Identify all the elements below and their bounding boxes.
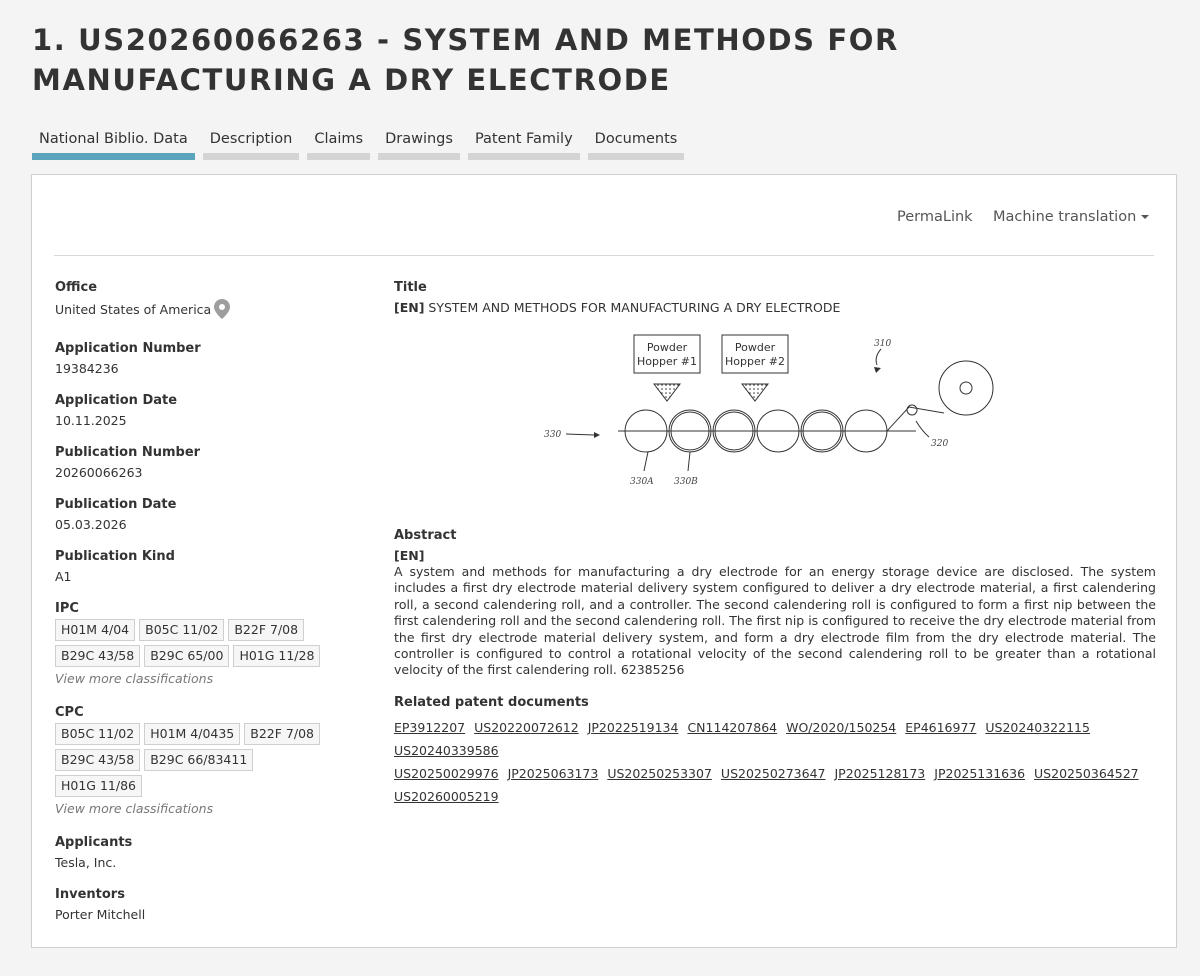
- ref-330a-label: 330A: [630, 477, 654, 487]
- tab-description[interactable]: Description: [203, 128, 300, 160]
- publication-number-label: Publication Number: [55, 445, 201, 460]
- title-label: Title: [394, 280, 427, 295]
- ref-310-label: 310: [874, 339, 892, 349]
- ref-330-arrow: [566, 434, 594, 435]
- detail-column: [394, 279, 1156, 804]
- ref-330b-label: 330B: [674, 477, 698, 487]
- application-number-value: 19384236: [55, 361, 119, 376]
- ref-330b-leader: [688, 452, 690, 471]
- guide-roller: [907, 405, 917, 415]
- tab-documents[interactable]: Documents: [588, 128, 685, 160]
- publication-date-value: 05.03.2026: [55, 517, 127, 532]
- title-text: [394, 299, 1156, 316]
- application-date-label: Application Date: [55, 393, 178, 408]
- ipc-chip[interactable]: B22F 7/08: [228, 619, 304, 641]
- publication-date-label: Publication Date: [55, 497, 177, 512]
- tab-claims[interactable]: Claims: [307, 128, 370, 160]
- machine-translation-dropdown[interactable]: [993, 209, 1149, 225]
- ipc-label: IPC: [55, 601, 79, 616]
- cpc-chip[interactable]: H01M 4/0435: [144, 723, 240, 745]
- publication-kind-label: Publication Kind: [55, 549, 175, 564]
- caret-down-icon: [1141, 215, 1149, 219]
- map-pin-icon[interactable]: [214, 299, 230, 323]
- abstract-label: Abstract: [394, 528, 457, 543]
- publication-number-value: 20260066263: [55, 465, 143, 480]
- cpc-chip[interactable]: B29C 66/83411: [144, 749, 253, 771]
- related-document-link[interactable]: JP2025063173: [507, 766, 599, 781]
- related-document-link[interactable]: JP2025128173: [834, 766, 926, 781]
- applicants-value: Tesla, Inc.: [55, 855, 117, 870]
- tab-bar: [32, 128, 692, 160]
- related-document-link[interactable]: US20240339586: [394, 743, 499, 758]
- ref-320-leader: [916, 421, 929, 437]
- machine-translation-label: Machine translation: [993, 209, 1137, 225]
- related-document-link[interactable]: JP2025131636: [934, 766, 1026, 781]
- tab-drawings[interactable]: Drawings: [378, 128, 460, 160]
- permalink-link[interactable]: PermaLink: [897, 209, 973, 225]
- related-documents-list: [394, 716, 1156, 808]
- application-date-value: 10.11.2025: [55, 413, 127, 428]
- take-up-roll-core: [960, 382, 972, 394]
- applicants-label: Applicants: [55, 835, 133, 850]
- ref-320-label: 320: [931, 439, 949, 449]
- related-document-link[interactable]: JP2022519134: [587, 720, 679, 735]
- hopper-2-funnel: [742, 384, 768, 401]
- inventors-value: Porter Mitchell: [55, 907, 146, 922]
- tab-national-biblio-data[interactable]: National Biblio. Data: [32, 128, 195, 160]
- related-document-link[interactable]: WO/2020/150254: [786, 720, 897, 735]
- cpc-chip[interactable]: B05C 11/02: [55, 723, 140, 745]
- take-up-roll: [939, 361, 993, 415]
- related-document-link[interactable]: EP3912207: [394, 720, 466, 735]
- ipc-view-more-link[interactable]: View more classifications: [55, 671, 214, 686]
- related-documents-label: Related patent documents: [394, 695, 589, 710]
- office-label: Office: [55, 280, 98, 295]
- film-path: [887, 407, 944, 431]
- related-document-link[interactable]: US20250029976: [394, 766, 499, 781]
- publication-kind-value: A1: [55, 569, 72, 584]
- patent-drawing[interactable]: [544, 331, 1024, 511]
- abstract-lang: [EN]: [394, 548, 425, 563]
- title-lang: [EN]: [394, 300, 425, 315]
- inventors-label: Inventors: [55, 887, 125, 902]
- office-text: United States of America: [55, 302, 212, 317]
- related-document-link[interactable]: EP4616977: [905, 720, 977, 735]
- hopper-2-label-line1: Powder: [734, 341, 776, 354]
- ref-330a-leader: [644, 452, 648, 471]
- cpc-chip[interactable]: B22F 7/08: [244, 723, 320, 745]
- office-value: [55, 299, 355, 323]
- related-document-link[interactable]: US20250364527: [1034, 766, 1139, 781]
- biblio-column: [55, 279, 355, 923]
- related-document-link[interactable]: US20220072612: [474, 720, 579, 735]
- ref-330-arrowhead: [594, 432, 600, 438]
- ref-310-arrow: [876, 349, 881, 365]
- page-title: 1. US20260066263 - SYSTEM AND METHODS FOR MANUFACTURING A DRY ELECTRODE: [32, 23, 899, 97]
- tab-patent-family[interactable]: Patent Family: [468, 128, 580, 160]
- application-number-label: Application Number: [55, 341, 201, 356]
- related-document-link[interactable]: US20250273647: [720, 766, 826, 781]
- cpc-chip[interactable]: B29C 43/58: [55, 749, 140, 771]
- content-card: [31, 174, 1177, 948]
- ipc-classifications: [55, 619, 345, 671]
- cpc-classifications: [55, 723, 345, 801]
- ref-330-label: 330: [544, 430, 562, 440]
- cpc-label: CPC: [55, 705, 84, 720]
- related-document-link[interactable]: US20240322115: [985, 720, 1090, 735]
- related-document-link[interactable]: US20250253307: [607, 766, 712, 781]
- cpc-chip[interactable]: H01G 11/86: [55, 775, 142, 797]
- abstract-text: A system and methods for manufacturing a dry electrode for an energy storage device are disclosed. The system includes a first dry electrode material delivery system configured to deliver a dry electrode material, a first calendering roll, a second calendering roll, and a controller. The second calendering roll is configured to form a first nip between the first calendering roll and the second calendering roll. The first nip is configured to receive the dry electrode material from the first dry electrode material delivery system, and form a dry electrode film from the dry electrode material. The controller is configured to control a rotational velocity of the second calendering roll to be greater than a rotational velocity of the first calendering roll. 62385256: [394, 564, 1156, 678]
- ipc-chip[interactable]: B05C 11/02: [139, 619, 224, 641]
- ref-310-arrowhead: [874, 367, 881, 373]
- toolbar-divider: [54, 255, 1154, 256]
- title-value: SYSTEM AND METHODS FOR MANUFACTURING A DRY ELECTRODE: [424, 300, 841, 315]
- hopper-2-label-line2: Hopper #2: [725, 355, 785, 368]
- ipc-chip[interactable]: H01G 11/28: [233, 645, 320, 667]
- related-document-link[interactable]: CN114207864: [687, 720, 778, 735]
- ipc-chip[interactable]: B29C 65/00: [144, 645, 229, 667]
- ipc-chip[interactable]: B29C 43/58: [55, 645, 140, 667]
- hopper-1-funnel: [654, 384, 680, 401]
- related-document-link[interactable]: US20260005219: [394, 789, 499, 804]
- ipc-chip[interactable]: H01M 4/04: [55, 619, 135, 641]
- hopper-1-label-line1: Powder: [646, 341, 688, 354]
- cpc-view-more-link[interactable]: View more classifications: [55, 801, 214, 816]
- hopper-1-label-line2: Hopper #1: [637, 355, 697, 368]
